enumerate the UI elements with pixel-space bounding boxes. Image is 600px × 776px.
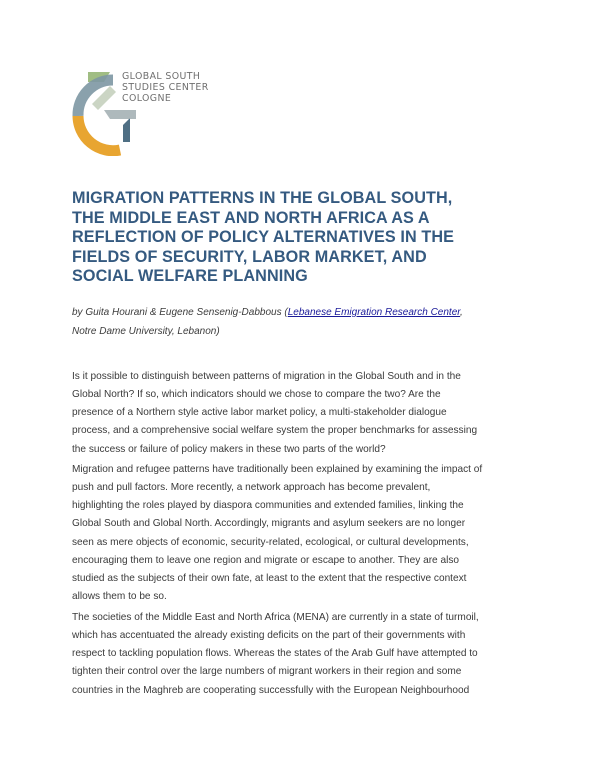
paragraph-1: [72, 368, 542, 459]
paragraph-line: allows them to be so.: [72, 591, 167, 603]
paragraph-line: Global South and Global North. Accordingly, migrants and asylum seekers are no longer: [72, 518, 466, 530]
paragraph-line: the success or failure of policy makers in these two parts of the world?: [72, 443, 386, 455]
title-line: REFLECTION OF POLICY ALTERNATIVES IN THE: [72, 228, 455, 247]
byline-line-1: [72, 304, 542, 323]
byline-authors: by Guita Hourani & Eugene Sensenig-Dabbous (: [72, 307, 288, 318]
paragraph-line: Is it possible to distinguish between patterns of migration in the Global South and in the: [72, 371, 461, 382]
logo-line: COLOGNE: [122, 93, 172, 105]
article-title: [72, 189, 542, 287]
paragraph-line: respect to tackling population flows. Whereas the states of the Arab Gulf have attempted to: [72, 648, 478, 660]
byline-line-2: Notre Dame University, Lebanon): [72, 325, 220, 337]
logo-line: STUDIES CENTER: [122, 82, 209, 94]
paragraph-line: studied as the subjects of their own fate, at least to the extent that the respective context: [72, 572, 467, 584]
byline: [72, 304, 542, 341]
paragraph-line: seen as mere objects of economic, security-related, ecological, or cultural developments,: [72, 536, 469, 548]
logo-text: [122, 71, 209, 105]
title-line: SOCIAL WELFARE PLANNING: [72, 267, 308, 286]
paragraph-line: presence of a Northern style active labor market policy, a multi-stakeholder dialogue: [72, 407, 447, 419]
paragraph-line: highlighting the roles played by diaspora communities and extended families, linking the: [72, 500, 464, 512]
paragraph-line: Global North? If so, which indicators should we chose to compare the two? Are the: [72, 389, 441, 401]
research-center-link[interactable]: Lebanese Emigration Research Center: [287, 307, 461, 318]
paragraph-line: The societies of the Middle East and North Africa (MENA) are currently in a state of turmoil,: [72, 612, 479, 623]
paragraph-2: [72, 461, 542, 606]
paragraph-line: countries in the Maghreb are cooperating successfully with the European Neighbourhood: [72, 684, 470, 696]
paragraph-line: which has accentuated the already existing deficits on the part of their governments with: [72, 630, 466, 642]
paragraph-line: push and pull factors. More recently, a network approach has become prevalent,: [72, 482, 431, 494]
byline-comma: ,: [460, 307, 463, 318]
paragraph-line: encouraging them to leave one region and migrate or escape to another. They are also: [72, 554, 459, 566]
logo-line: GLOBAL SOUTH: [122, 71, 201, 82]
title-line: MIGRATION PATTERNS IN THE GLOBAL SOUTH,: [72, 189, 453, 207]
paragraph-line: tighten their control over the large numbers of migrant workers in their region and some: [72, 666, 462, 678]
title-line: FIELDS OF SECURITY, LABOR MARKET, AND: [72, 247, 427, 266]
paragraph-line: process, and a comprehensive social welfare system the proper benchmarks for assessing: [72, 425, 478, 437]
title-line: THE MIDDLE EAST AND NORTH AFRICA AS A: [72, 208, 430, 227]
paragraph-line: Migration and refugee patterns have traditionally been explained by examining the impact of: [72, 464, 483, 475]
paragraph-3: [72, 609, 542, 700]
